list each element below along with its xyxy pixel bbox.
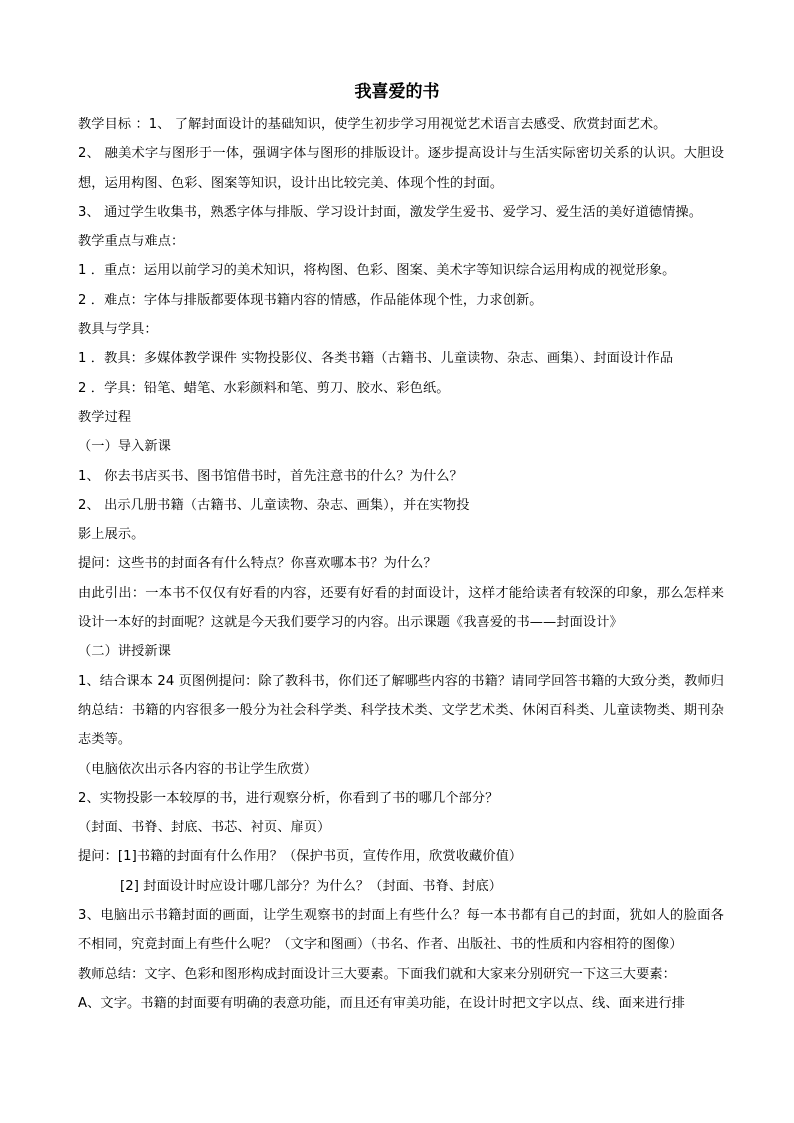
- teacher-summary: 教师总结：文字、色彩和图形构成封面设计三大要素。下面我们就和大家来分别研究一下这三大要素：: [78, 966, 676, 982]
- intro-lead-in: 由此引出：一本书不仅仅有好看的内容，还要有好看的封面设计，这样才能给读者有较深的印象，那么怎样来设计一本好的封面呢？这就是今天我们要学习的内容。出示课题《我喜爱的书——封面设计》: [78, 585, 724, 631]
- key-point-2: 2 ．难点：字体与排版都要体现书籍内容的情感，作品能体现个性，力求创新。: [78, 292, 543, 308]
- element-a-text: A、文字。书籍的封面要有明确的表意功能，而且还有审美功能，在设计时把文字以点、线、面来进行排: [78, 995, 686, 1011]
- section-2-heading: （二）讲授新课: [78, 644, 172, 660]
- key-point-1: 1 ．重点：运用以前学习的美术知识，将构图、色彩、图案、美术字等知识综合运用构成的视觉形象。: [78, 263, 676, 279]
- lesson-note-2: （封面、书脊、封底、书芯、衬页、扉页）: [78, 820, 331, 836]
- lesson-question-2: [2] 封面设计时应设计哪几部分？为什么？（封面、书脊、封底）: [120, 878, 503, 894]
- lesson-note-1: （电脑依次出示各内容的书让学生欣赏）: [78, 761, 318, 777]
- lesson-question-1: 提问：[1]书籍的封面有什么作用？（保护书页，宣传作用，欣赏收藏价值）: [78, 849, 523, 865]
- document-title: 我喜爱的书: [354, 82, 440, 102]
- lesson-paragraph-2: 2、实物投影一本较厚的书，进行观察分析，你看到了书的哪几个部分？: [78, 790, 499, 806]
- intro-question-2: 2、 出示几册书籍（古籍书、儿童读物、杂志、画集），并在实物投: [78, 497, 470, 513]
- objective-line-1: 教学目标 ：1、 了解封面设计的基础知识，使学生初步学习用视觉艺术语言去感受、欣赏封面艺术。: [78, 117, 667, 132]
- lesson-paragraph-3: 3、电脑出示书籍封面的画面，让学生观察书的封面上有些什么？每一本书都有自己的封面，犹如人的脸面各不相同，究竟封面上有些什么呢？（文字和图画）（书名、作者、出版社、书的性质和内容相符的图像）: [78, 908, 724, 953]
- tools-heading: 教具与学具：: [78, 322, 158, 338]
- process-heading: 教学过程: [78, 409, 132, 425]
- objective-line-3: 3、 通过学生收集书，熟悉字体与排版、学习设计封面，激发学生爱书、爱学习、爱生活的美好道德情操。: [78, 204, 703, 220]
- section-1-heading: （一）导入新课: [78, 439, 172, 455]
- intro-prompt: 提问：这些书的封面各有什么特点？你喜欢哪本书？为什么？: [78, 556, 437, 572]
- document-body: [78, 110, 724, 1018]
- student-tools: 2 ．学具：铅笔、蜡笔、水彩颜料和笔、剪刀、胶水、彩色纸。: [78, 380, 450, 396]
- teacher-tools: 1 ．教具：多媒体教学课件 实物投影仪、各类书籍（古籍书、儿童读物、杂志、画集）、封面设计作品: [78, 351, 674, 367]
- lesson-paragraph-1: 1、结合课本 24 页图例提问：除了教科书，你们还了解哪些内容的书籍？请同学回答书籍的大致分类，教师归纳总结：书籍的内容很多一般分为社会科学类、科学技术类、文学艺术类、休闲百科类、儿童读物类、期刊杂志类等。: [78, 673, 724, 748]
- intro-question-1: 1、 你去书店买书、图书馆借书时，首先注意书的什么？为什么？: [78, 468, 463, 484]
- key-points-heading: 教学重点与难点：: [78, 234, 185, 250]
- objective-line-2: 2、 融美术字与图形于一体，强调字体与图形的排版设计。逐步提高设计与生活实际密切关系的认识。大胆设想，运用构图、色彩、图案等知识，设计出比较完美、体现个性的封面。: [78, 146, 724, 191]
- intro-question-2-cont: 影上展示。: [78, 527, 145, 543]
